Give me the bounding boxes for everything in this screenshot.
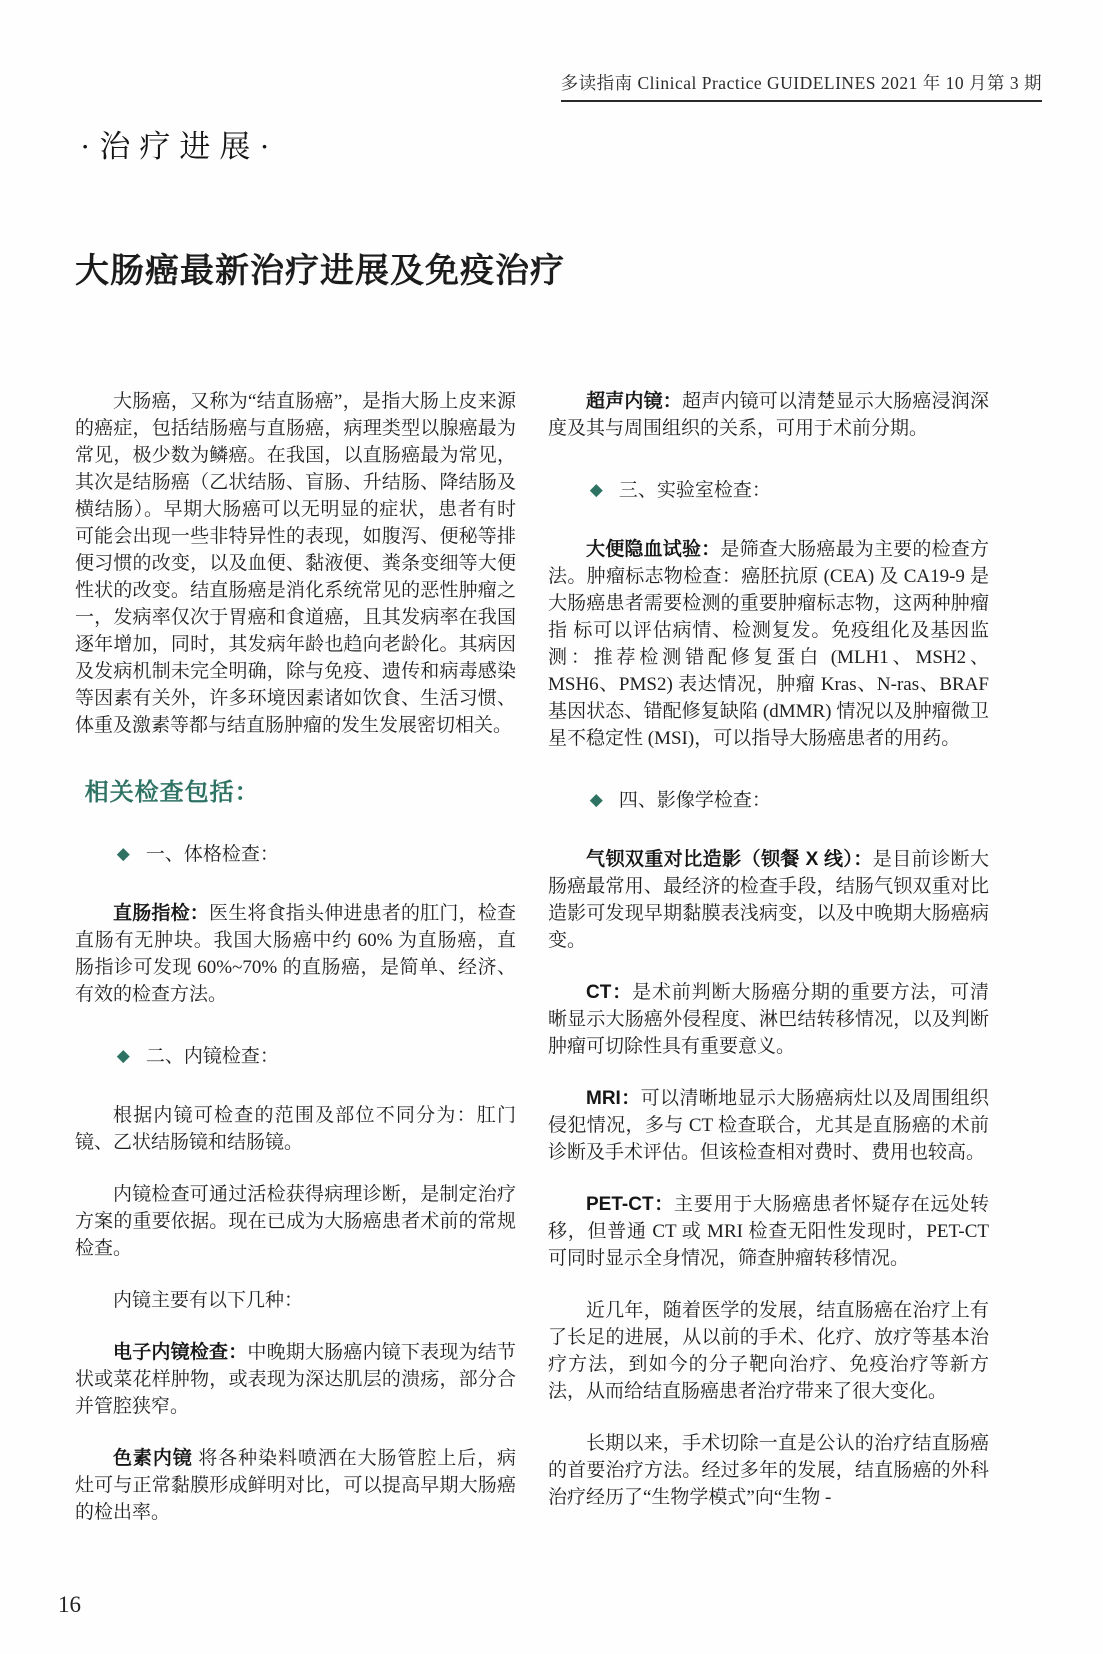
intro-paragraph bbox=[75, 388, 516, 739]
item-label: 一、体格检查： bbox=[145, 844, 279, 865]
rectal-exam-paragraph bbox=[75, 900, 516, 1008]
page-header bbox=[561, 70, 1042, 102]
paragraph-lead: 气钡双重对比造影（钡餐 X 线）： bbox=[586, 849, 873, 870]
diamond-icon: ◆ bbox=[116, 844, 130, 863]
barium-contrast-paragraph bbox=[548, 846, 989, 954]
paragraph-text: 将各种染料喷洒在大肠管腔上后，病灶可与正常黏膜形成鲜明对比，可以提高早期大肠癌的检出率。 bbox=[75, 1448, 516, 1523]
paragraph-text: 可以清晰地显示大肠癌病灶以及周围组织侵犯情况，多与 CT 检查联合，尤其是直肠癌的术前诊断及手术评估。但该检查相对费时、费用也较高。 bbox=[548, 1088, 989, 1163]
paragraph-lead: 直肠指检： bbox=[113, 903, 209, 924]
chromoendoscopy-paragraph bbox=[75, 1445, 516, 1526]
paragraph-text: 医生将食指头伸进患者的肛门，检查直肠有无肿块。我国大肠癌中约 60% 为直肠癌，直肠指诊可发现 60%~70% 的直肠癌，是简单、经济、有效的检查方法。 bbox=[75, 903, 516, 1005]
paragraph-text: 近几年，随着医学的发展，结直肠癌在治疗上有了长足的进展，从以前的手术、化疗、放疗等基本治疗方法，到如今的分子靶向治疗、免疫治疗等新方法，从而给结直肠癌患者治疗带来了很大变化。 bbox=[548, 1300, 989, 1402]
paragraph-text: 长期以来，手术切除一直是公认的治疗结直肠癌的首要治疗方法。经过多年的发展，结直肠癌的外科治疗经历了“生物学模式”向“生物 - bbox=[548, 1433, 989, 1508]
right-column bbox=[548, 388, 989, 1526]
related-checks-heading: 相关检查包括： bbox=[84, 779, 260, 806]
surgery-history-paragraph bbox=[548, 1430, 989, 1511]
item-physical-exam bbox=[75, 840, 516, 868]
paragraph-lead: 色素内镜 bbox=[113, 1448, 193, 1469]
column-section-label: ·治疗进展· bbox=[80, 129, 279, 164]
endoscopy-kinds-paragraph bbox=[75, 1287, 516, 1314]
paragraph-lead: 超声内镜： bbox=[586, 391, 682, 412]
paragraph-lead: 大便隐血试验： bbox=[586, 539, 721, 560]
treatment-progress-paragraph bbox=[548, 1297, 989, 1405]
item-label: 四、影像学检查： bbox=[618, 790, 771, 811]
paragraph-lead: MRI： bbox=[586, 1088, 641, 1109]
paragraph-text: 是筛查大肠癌最为主要的检查方法。肿瘤标志物检查：癌胚抗原 (CEA) 及 CA19-9 是大肠癌患者需要检测的重要肿瘤标志物，这两种肿瘤指 标可以评估病情、检测复发。免疫组化及基因监测：推荐检测错配修复蛋白 (MLH1、MSH2、MSH6、PMS2) 表达情况，肿瘤 Kras、N-ras、BRAF 基因状态、错配修复缺陷 (dMMR) 情况以及肿瘤微卫星不稳定性 (MSI)，可以指导大肠癌患者的用药。 bbox=[548, 539, 989, 749]
paragraph-text: 内镜检查可通过活检获得病理诊断，是制定治疗方案的重要依据。现在已成为大肠癌患者术前的常规检查。 bbox=[75, 1184, 516, 1259]
ultrasound-endoscopy-paragraph bbox=[548, 388, 989, 442]
article-body bbox=[75, 388, 989, 1526]
electronic-endoscopy-paragraph bbox=[75, 1339, 516, 1420]
left-column bbox=[75, 388, 516, 1526]
endoscopy-types-paragraph bbox=[75, 1102, 516, 1156]
paragraph-lead: CT： bbox=[586, 982, 633, 1003]
journal-header-text: 多读指南 Clinical Practice GUIDELINES 2021 年 10 月第 3 期 bbox=[561, 70, 1042, 102]
mri-paragraph bbox=[548, 1085, 989, 1166]
item-laboratory-exam bbox=[548, 476, 989, 504]
diamond-icon: ◆ bbox=[589, 480, 603, 499]
item-imaging-exam bbox=[548, 786, 989, 814]
paragraph-text: 根据内镜可检查的范围及部位不同分为：肛门镜、乙状结肠镜和结肠镜。 bbox=[75, 1105, 516, 1153]
endoscopy-biopsy-paragraph bbox=[75, 1181, 516, 1262]
paragraph-lead: 电子内镜检查： bbox=[113, 1342, 248, 1363]
ct-paragraph bbox=[548, 979, 989, 1060]
paragraph-text: 中晚期大肠癌内镜下表现为结节状或菜花样肿物，或表现为深达肌层的溃疡，部分合并管腔狭窄。 bbox=[75, 1342, 516, 1417]
paragraph-lead: PET-CT： bbox=[586, 1194, 675, 1215]
diamond-icon: ◆ bbox=[589, 790, 603, 809]
paragraph-text: 大肠癌，又称为“结直肠癌”，是指大肠上皮来源的癌症，包括结肠癌与直肠癌，病理类型以腺癌最为常见，极少数为鳞癌。在我国，以直肠癌最为常见，其次是结肠癌（乙状结肠、盲肠、升结肠、降结肠及横结肠）。早期大肠癌可以无明显的症状，患者有时可能会出现一些非特异性的表现，如腹泻、便秘等排便习惯的改变，以及血便、黏液便、粪条变细等大便性状的改变。结直肠癌是消化系统常见的恶性肿瘤之一，发病率仅次于胃癌和食道癌，且其发病率在我国逐年增加，同时，其发病年龄也趋向老龄化。其病因及发病机制未完全明确，除与免疫、遗传和病毒感染等因素有关外，许多环境因素诸如饮食、生活习惯、体重及激素等都与结直肠肿瘤的发生发展密切相关。 bbox=[75, 391, 516, 736]
item-label: 三、实验室检查： bbox=[618, 480, 771, 501]
petct-paragraph bbox=[548, 1191, 989, 1272]
article-title: 大肠癌最新治疗进展及免疫治疗 bbox=[75, 252, 565, 290]
paragraph-text: 内镜主要有以下几种： bbox=[113, 1290, 304, 1311]
item-endoscopy bbox=[75, 1042, 516, 1070]
paragraph-text: 是术前判断大肠癌分期的重要方法，可清晰显示大肠癌外侵程度、淋巴结转移情况，以及判断肿瘤可切除性具有重要意义。 bbox=[548, 982, 989, 1057]
page-number: 16 bbox=[58, 1592, 81, 1617]
diamond-icon: ◆ bbox=[116, 1046, 130, 1065]
item-label: 二、内镜检查： bbox=[145, 1046, 279, 1067]
paragraph-text: 超声内镜可以清楚显示大肠癌浸润深度及其与周围组织的关系，可用于术前分期。 bbox=[548, 391, 989, 439]
paragraph-text: 是目前诊断大肠癌最常用、最经济的检查手段，结肠气钡双重对比造影可发现早期黏膜表浅病变，以及中晚期大肠癌病变。 bbox=[548, 849, 989, 951]
paragraph-text: 主要用于大肠癌患者怀疑存在远处转移，但普通 CT 或 MRI 检查无阳性发现时，PET-CT 可同时显示全身情况，筛查肿瘤转移情况。 bbox=[548, 1194, 989, 1269]
fobt-paragraph bbox=[548, 536, 989, 752]
